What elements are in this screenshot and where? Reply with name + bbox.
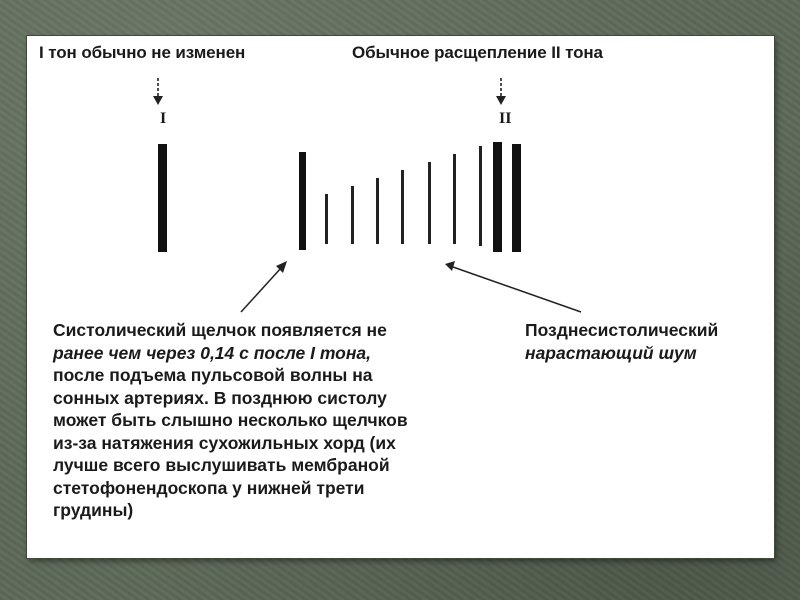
arrow-to-first-tone bbox=[153, 78, 163, 105]
late-systolic-murmur bbox=[325, 146, 482, 246]
murmur-bar bbox=[325, 194, 328, 244]
description-line: сонных артериях. В позднюю систолу bbox=[53, 387, 387, 408]
arrow-to-systolic-click bbox=[241, 261, 287, 312]
marker-first-tone: I bbox=[160, 110, 167, 127]
murmur-bar bbox=[453, 154, 456, 244]
arrow-to-murmur bbox=[445, 261, 581, 312]
second-tone-bar-b bbox=[512, 144, 521, 252]
description-line: Систолический щелчок появляется не bbox=[53, 320, 387, 340]
murmur-bar bbox=[376, 178, 379, 244]
description-line: после подъема пульсовой волны на bbox=[53, 365, 373, 385]
slide-panel bbox=[27, 36, 774, 558]
description-line: лучше всего выслушивать мембраной bbox=[53, 455, 390, 475]
second-tone-bar-a bbox=[493, 142, 502, 252]
murmur-bar bbox=[479, 146, 482, 246]
murmur-bar bbox=[428, 162, 431, 244]
systolic-click-description bbox=[53, 319, 513, 522]
label-first-tone-unchanged: I тон обычно не изменен bbox=[39, 43, 246, 62]
arrow-to-second-tone bbox=[496, 78, 506, 105]
description-line: грудины) bbox=[53, 500, 134, 520]
label-normal-split-second-tone: Обычное расщепление II тона bbox=[352, 43, 603, 62]
late-systolic-murmur-description bbox=[525, 319, 770, 364]
description-line: нарастающий шум bbox=[525, 342, 697, 363]
description-line: стетофонендоскопа у нижней трети bbox=[53, 477, 365, 498]
marker-second-tone: II bbox=[499, 110, 512, 127]
description-line: ранее чем через 0,14 с после I тона, bbox=[53, 342, 371, 363]
murmur-bar bbox=[401, 170, 404, 244]
description-line: из-за натяжения сухожильных хорд (их bbox=[53, 432, 396, 453]
systolic-click-bar bbox=[299, 152, 306, 250]
first-tone-bar bbox=[158, 144, 167, 252]
description-line: Позднесистолический bbox=[525, 320, 719, 340]
murmur-bar bbox=[351, 186, 354, 244]
description-line: может быть слышно несколько щелчков bbox=[53, 410, 408, 430]
